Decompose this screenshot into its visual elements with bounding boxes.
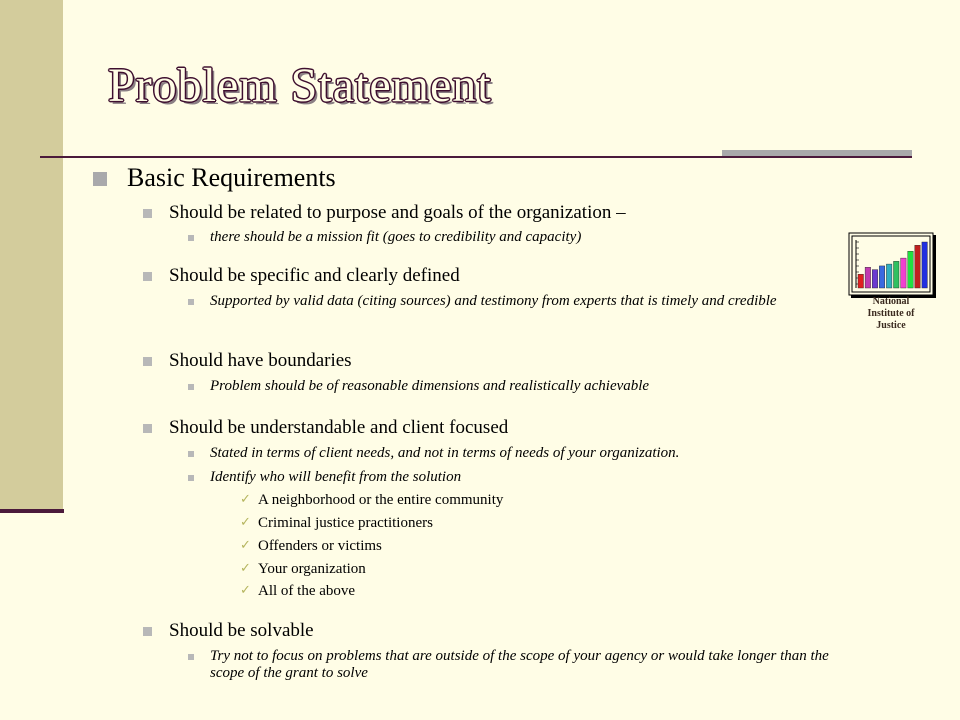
check-icon: ✓ [240,492,251,507]
level3-bullet [188,451,194,457]
level2-bullet [143,209,152,218]
level3-bullet [188,475,194,481]
beneficiary-item: Offenders or victims [258,538,382,554]
level3-bullet [188,299,194,305]
requirement-heading: Should be solvable [169,620,314,641]
requirement-detail: Supported by valid data (citing sources) and testimony from experts that is timely and credible [210,293,777,309]
logo-bar [922,242,928,288]
level1-bullet [93,172,107,186]
level2-bullet [143,272,152,281]
logo-bar [894,261,900,288]
beneficiary-item: All of the above [258,583,356,599]
logo-bar [872,270,878,288]
level2-bullet [143,627,152,636]
check-icon: ✓ [240,583,251,598]
beneficiary-item: Criminal justice practitioners [258,515,433,531]
level3-bullet [188,235,194,241]
logo-bar [908,251,914,288]
nij-logo-caption [853,296,929,332]
beneficiary-item: Your organization [258,561,366,577]
slide-title: Problem Statement [108,59,492,112]
requirement-detail: Stated in terms of client needs, and not in terms of needs of your organization. [210,445,680,461]
level2-bullet [143,424,152,433]
logo-bar [879,266,885,288]
logo-bar [865,267,871,288]
check-icon: ✓ [240,515,251,530]
requirement-heading: Should have boundaries [169,350,352,371]
requirement-detail: there should be a mission fit (goes to credibility and capacity) [210,229,582,245]
requirement-detail: Identify who will benefit from the solution [210,469,462,485]
logo-bar [915,245,921,288]
level3-bullet [188,384,194,390]
level3-bullet [188,654,194,660]
logo-bar [901,258,907,288]
logo-caption-line: Institute of [867,308,915,319]
logo-caption-line: Justice [876,320,906,331]
logo-caption-line: National [872,296,910,307]
level2-bullet [143,357,152,366]
requirement-heading: Should be understandable and client focused [169,417,509,438]
requirement-heading: Should be related to purpose and goals of the organization – [169,202,626,223]
beneficiary-item: A neighborhood or the entire community [258,492,504,508]
logo-bar [858,274,864,288]
requirement-heading: Should be specific and clearly defined [169,265,460,286]
requirement-detail: Try not to focus on problems that are outside of the scope of your agency or would take longer than the scope of the grant to solve [210,648,829,681]
nij-chart-logo-icon [846,230,936,298]
check-icon: ✓ [240,561,251,576]
check-icon: ✓ [240,538,251,553]
requirement-detail: Problem should be of reasonable dimensions and realistically achievable [210,378,650,394]
basic-requirements-heading: Basic Requirements [127,163,336,192]
logo-bar [886,264,892,288]
